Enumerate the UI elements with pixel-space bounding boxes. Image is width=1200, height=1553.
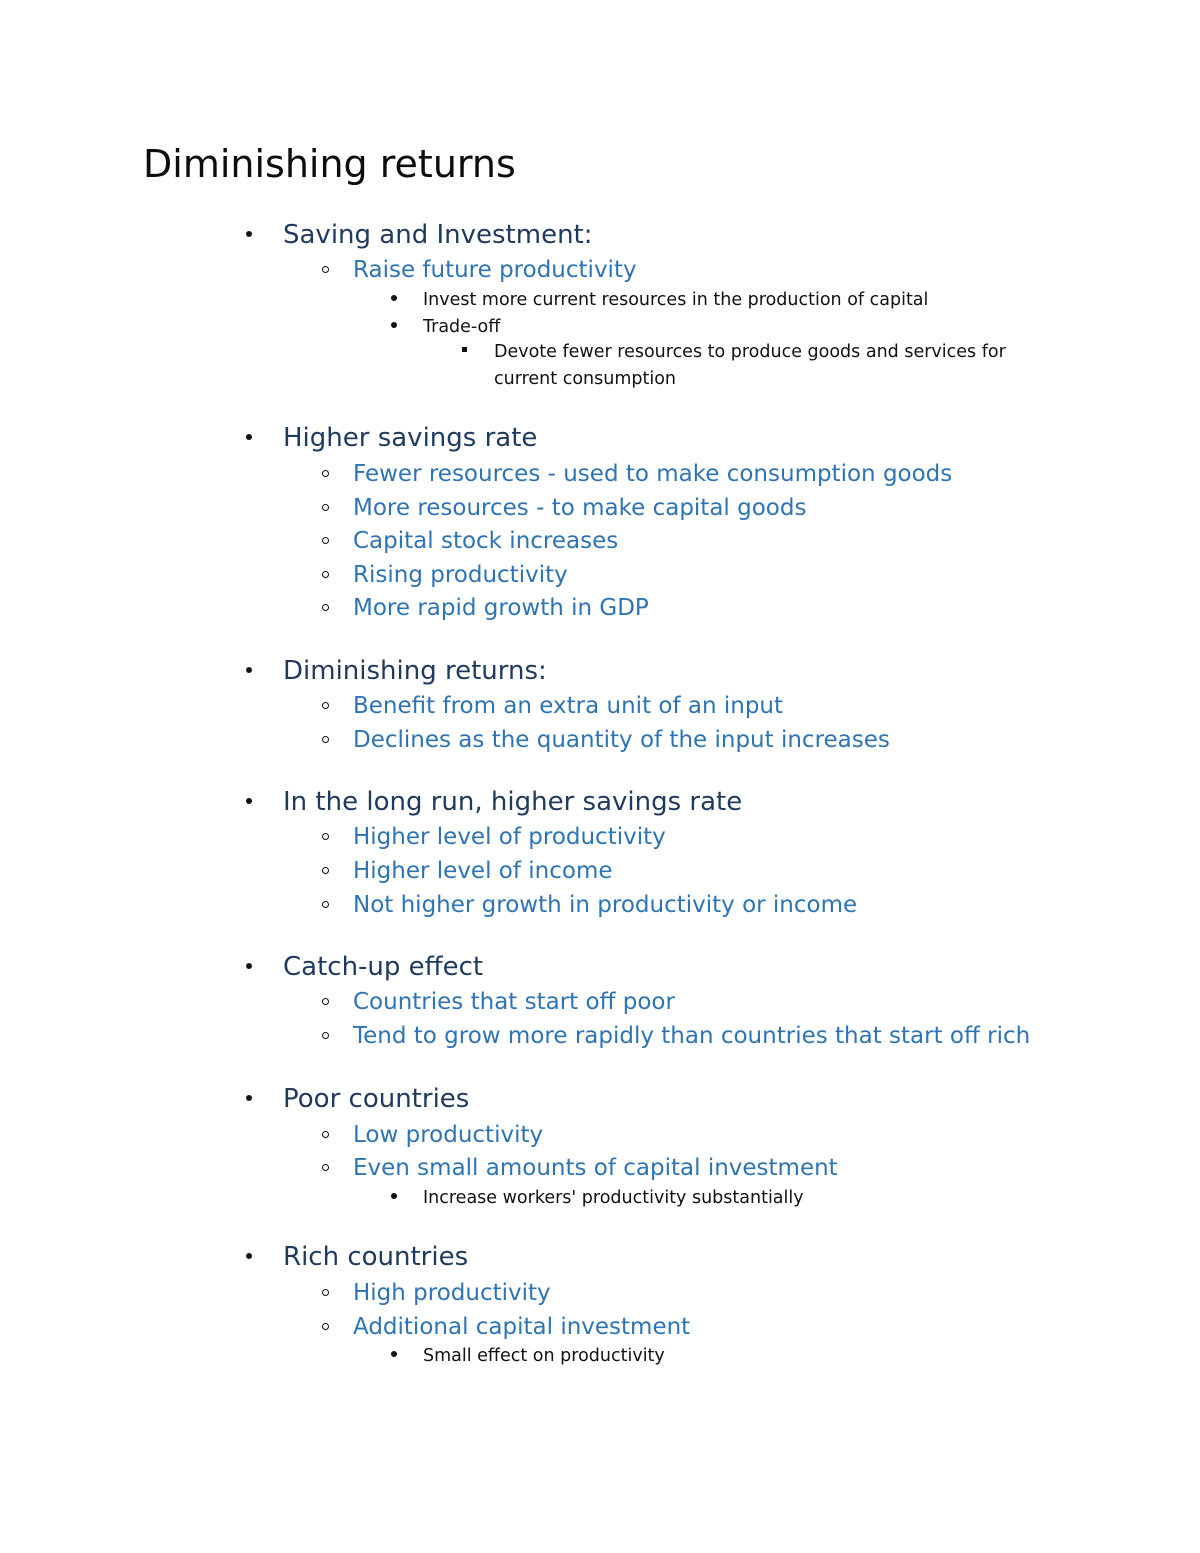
bullet-icon <box>391 295 397 301</box>
list-item-text: Additional capital investment <box>353 1314 691 1340</box>
list-item <box>353 856 613 886</box>
list-item <box>353 459 952 489</box>
hollow-bullet-icon <box>322 1131 329 1138</box>
bullet-icon <box>391 1193 397 1199</box>
list-item <box>353 493 806 523</box>
list-item <box>353 987 675 1017</box>
list-item <box>353 526 618 556</box>
list-item-text: Countries that start off poor <box>353 989 675 1015</box>
page-title: Diminishing returns <box>143 142 516 186</box>
list-item <box>353 560 568 590</box>
list-item-text: Benefit from an extra unit of an input <box>353 693 784 719</box>
list-item-text: Tend to grow more rapidly than countries that start off rich <box>353 1023 1031 1049</box>
list-item-text: Low productivity <box>353 1122 544 1148</box>
list-item <box>353 1312 690 1342</box>
section-heading-text: Rich countries <box>283 1242 469 1272</box>
hollow-bullet-icon <box>322 901 329 908</box>
section-heading <box>283 655 547 687</box>
list-item <box>353 1278 551 1308</box>
list-item-text: Raise future productivity <box>353 257 637 283</box>
hollow-bullet-icon <box>322 1032 329 1039</box>
section-heading <box>283 951 483 983</box>
section-heading <box>283 1241 468 1273</box>
sub-list-item-text: Small effect on productivity <box>423 1346 665 1366</box>
sub-list-item <box>423 1344 665 1368</box>
list-item <box>353 890 857 920</box>
list-item <box>353 255 637 285</box>
list-item-text: Even small amounts of capital investment <box>353 1155 838 1181</box>
hollow-bullet-icon <box>322 998 329 1005</box>
list-item-text: Higher level of productivity <box>353 824 666 850</box>
section-heading-text: Higher savings rate <box>283 423 538 453</box>
hollow-bullet-icon <box>322 504 329 511</box>
list-item-text: Fewer resources - used to make consumption goods <box>353 461 953 487</box>
sub-list-item <box>423 315 500 339</box>
bullet-icon <box>246 1253 252 1259</box>
section-heading-text: In the long run, higher savings rate <box>283 787 743 817</box>
hollow-bullet-icon <box>322 702 329 709</box>
section-heading <box>283 219 593 251</box>
hollow-bullet-icon <box>322 1323 329 1330</box>
list-item <box>353 1153 838 1183</box>
hollow-bullet-icon <box>322 1164 329 1171</box>
section-heading-text: Catch-up effect <box>283 952 484 982</box>
list-item <box>353 822 666 852</box>
sub-list-item <box>423 288 928 312</box>
list-item-text: High productivity <box>353 1280 551 1306</box>
sub-sub-list-item <box>494 339 1014 393</box>
bullet-icon <box>246 667 252 673</box>
hollow-bullet-icon <box>322 867 329 874</box>
list-item-text: Higher level of income <box>353 858 613 884</box>
hollow-bullet-icon <box>322 571 329 578</box>
hollow-bullet-icon <box>322 1289 329 1296</box>
bullet-icon <box>246 434 252 440</box>
sub-sub-list-item-text: Devote fewer resources to produce goods and services for current consumption <box>494 342 1006 389</box>
sub-list-item <box>423 1186 804 1210</box>
list-item-text: Declines as the quantity of the input increases <box>353 727 890 753</box>
hollow-bullet-icon <box>322 833 329 840</box>
section-heading <box>283 422 537 454</box>
bullet-icon <box>246 1095 252 1101</box>
bullet-icon <box>391 1351 397 1357</box>
list-item-text: More rapid growth in GDP <box>353 595 649 621</box>
sub-list-item-text: Increase workers' productivity substantially <box>423 1188 804 1208</box>
list-item-text: Rising productivity <box>353 562 568 588</box>
list-item-text: More resources - to make capital goods <box>353 495 807 521</box>
list-item <box>353 593 649 623</box>
list-item <box>353 691 783 721</box>
list-item <box>353 1120 543 1150</box>
section-heading <box>283 786 742 818</box>
bullet-icon <box>391 322 397 328</box>
hollow-bullet-icon <box>322 470 329 477</box>
sub-list-item-text: Trade-off <box>423 317 501 337</box>
bullet-icon <box>246 798 252 804</box>
section-heading-text: Diminishing returns: <box>283 656 547 686</box>
hollow-bullet-icon <box>322 736 329 743</box>
sub-list-item-text: Invest more current resources in the production of capital <box>423 290 929 310</box>
section-heading <box>283 1083 469 1115</box>
hollow-bullet-icon <box>322 266 329 273</box>
section-heading-text: Saving and Investment: <box>283 220 593 250</box>
square-bullet-icon <box>462 347 467 352</box>
list-item <box>353 1021 1030 1051</box>
list-item <box>353 725 890 755</box>
hollow-bullet-icon <box>322 604 329 611</box>
hollow-bullet-icon <box>322 537 329 544</box>
bullet-icon <box>246 231 252 237</box>
bullet-icon <box>246 963 252 969</box>
list-item-text: Not higher growth in productivity or income <box>353 892 858 918</box>
section-heading-text: Poor countries <box>283 1084 470 1114</box>
list-item-text: Capital stock increases <box>353 528 619 554</box>
